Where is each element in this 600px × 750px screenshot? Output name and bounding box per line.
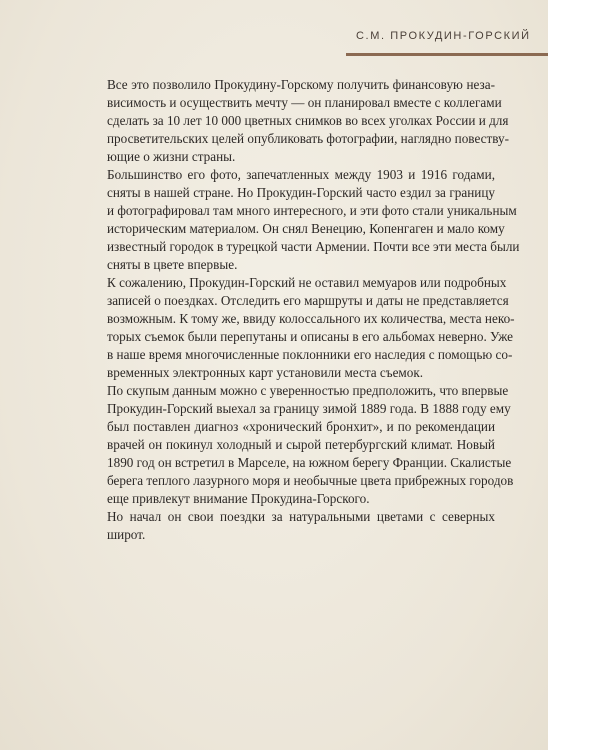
text-line: 1890 год он встретил в Марселе, на южном берегу Франции. Скалистые	[107, 455, 512, 470]
text-line: записей о поездках. Отследить его маршруты и даты не представляется	[107, 293, 509, 308]
text-line: торых съемок были перепутаны и описаны в его альбомах неверно. Уже	[107, 329, 514, 344]
header-rule	[346, 53, 548, 56]
text-line: По скупым данным можно с уверенностью предположить, что впервые	[107, 383, 509, 398]
text-line: Большинство его фото, запечатленных между 1903 и 1916 годами,	[107, 167, 495, 182]
text-line: просветительских целей опубликовать фотографии, наглядно повеству-	[107, 131, 509, 146]
text-line: берега теплого лазурного моря и необычные цвета прибрежных городов	[107, 473, 514, 488]
text-line: широт.	[107, 527, 146, 542]
text-line: висимость и осуществить мечту — он планировал вместе с коллегами	[107, 95, 502, 110]
text-line: еще привлекут внимание Прокудина-Горского.	[107, 491, 370, 506]
paragraph-4	[91, 382, 514, 508]
text-line: ющие о жизни страны.	[107, 149, 236, 164]
text-line: и фотографировал там много интересного, и эти фото стали уникальным	[107, 203, 517, 218]
text-line: врачей он покинул холодный и сырой петербургский климат. Новый	[107, 437, 495, 452]
text-line: в наше время многочисленные поклонники его наследия с помощью со-	[107, 347, 513, 362]
text-line: известный городок в турецкой части Армении. Почти все эти места были	[107, 239, 520, 254]
text-line: К сожалению, Прокудин-Горский не оставил мемуаров или подробных	[107, 275, 507, 290]
text-line: был поставлен диагноз «хронический бронхит», и по рекомендации	[107, 419, 495, 434]
paragraph-5	[91, 508, 495, 544]
text-line: Но начал он свои поездки за натуральными цветами с северных	[107, 509, 495, 524]
text-line: сняты в цвете впервые.	[107, 257, 238, 272]
paragraph-1	[91, 76, 509, 166]
text-line: историческим материалом. Он снял Венецию, Копенгаген и мало кому	[107, 221, 505, 236]
text-line: Все это позволило Прокудину-Горскому получить финансовую неза-	[107, 77, 495, 92]
body-text	[91, 76, 520, 544]
paragraph-3	[91, 274, 515, 382]
running-header: С.М. ПРОКУДИН-ГОРСКИЙ	[356, 30, 531, 42]
paragraph-2	[91, 166, 520, 274]
text-line: сняты в нашей стране. Но Прокудин-Горский часто ездил за границу	[107, 185, 495, 200]
page-margin	[548, 0, 600, 750]
text-line: временных электронных карт установили места съемок.	[107, 365, 424, 380]
text-line: сделать за 10 лет 10 000 цветных снимков во всех уголках России и для	[107, 113, 509, 128]
text-line: Прокудин-Горский выехал за границу зимой 1889 года. В 1888 году ему	[107, 401, 511, 416]
text-line: возможным. К тому же, ввиду колоссального их количества, места неко-	[107, 311, 515, 326]
